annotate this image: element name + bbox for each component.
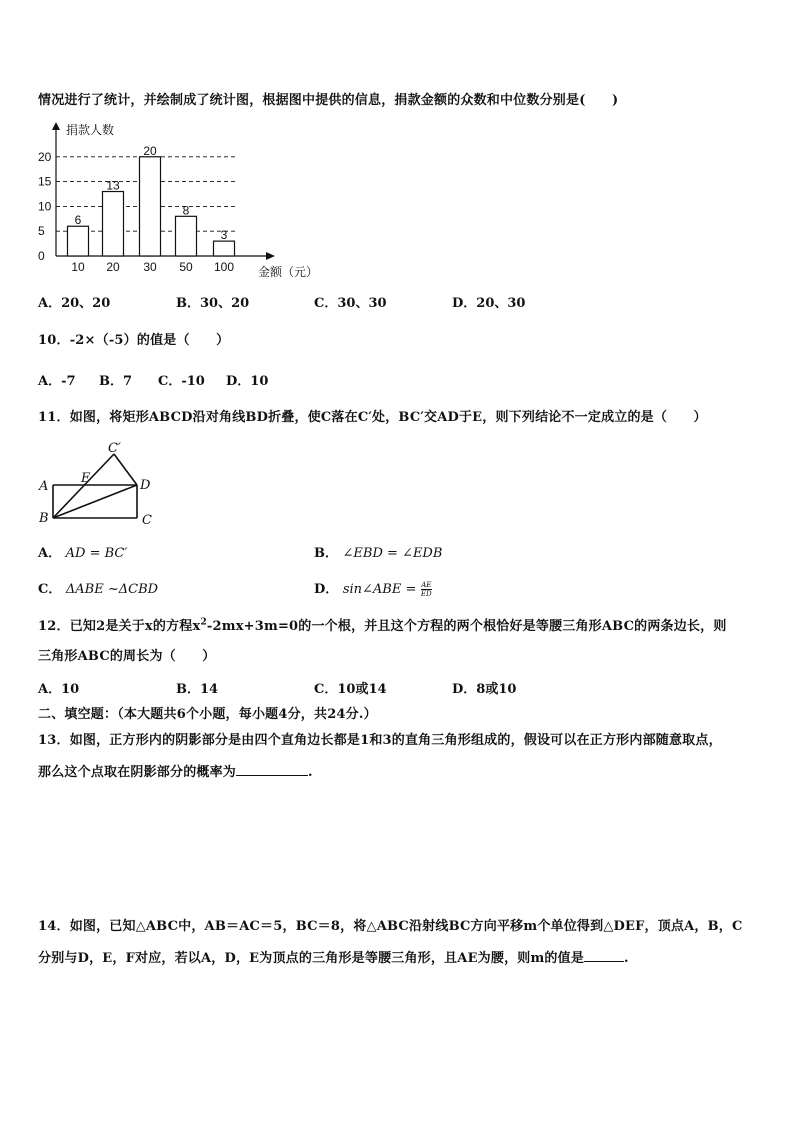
x-tick-label-30: 30 [143,260,157,274]
label-b: B [39,511,49,526]
q9-option-d[interactable]: D．20、30 [452,296,526,311]
q14-stem-line1: 14．如图，已知△ABC中，AB＝AC＝5，BC＝8，将△ABC沿射线BC方向平移m个单位得到△DEF，顶点A，B，C [38,919,743,934]
q10-option-b[interactable]: B．7 [99,374,133,389]
x-axis-label: 金额（元） [258,265,319,279]
q11-option-d[interactable]: D． sin∠ABE = $\frac{AE}{ED}$ [314,581,432,598]
q12-option-a[interactable]: A．10 [38,682,80,697]
bar-100 [214,241,235,256]
q11-stem: 11．如图，将矩形ABCD沿对角线BD折叠，使C落在C′处，BC′交AD于E，则下列结论不一定成立的是（ ） [38,410,707,425]
bar-chart [36,118,336,280]
q14-stem-line2: 分别与D，E，F对应，若以A，D，E为顶点的三角形是等腰三角形，且AE为腰，则m的值是 . [38,951,629,966]
x-tick-label-50: 50 [179,260,193,274]
x-tick-label-10: 10 [71,260,85,274]
q10-option-c[interactable]: C．-10 [158,374,205,389]
section-heading: 二、填空题：（本大题共6个小题，每小题4分，共24分.） [38,707,377,722]
q10-option-a[interactable]: A．-7 [38,374,76,389]
label-c-prime: C′ [108,442,121,456]
q10-option-d[interactable]: D．10 [226,374,269,389]
y-tick-label-10: 10 [38,199,52,214]
q11-option-c[interactable]: C． ΔABE ~ΔCBD [38,582,159,597]
q14-answer-blank[interactable] [584,949,624,962]
q11-option-a[interactable]: A． AD = BC′ [38,546,128,561]
label-d: D [140,478,151,493]
bar-value-label-50: 8 [182,203,190,218]
diagonal-bd [53,485,137,518]
q9-option-a[interactable]: A．20、20 [38,296,111,311]
q9-option-c[interactable]: C．30、30 [314,296,387,311]
y-tick-label-15: 15 [38,174,52,189]
label-e: E [81,471,91,486]
q12-option-d[interactable]: D．8或10 [452,682,517,697]
q12-option-b[interactable]: B．14 [176,682,219,697]
x-tick-label-20: 20 [106,260,120,274]
bar-value-label-10: 6 [74,213,82,228]
bar-value-label-100: 3 [220,228,228,243]
y-tick-label-5: 5 [38,224,45,239]
label-c: C [142,513,152,528]
bar-20 [103,192,124,256]
bar-10 [68,226,89,256]
q10-stem: 10．-2×（-5）的值是（ ） [38,333,230,348]
rectangle-fold-figure [36,442,176,532]
q13-stem-line1: 13．如图，正方形内的阴影部分是由四个直角边长都是1和3的直角三角形组成的，假设可以在正方形内部随意取点， [38,733,722,748]
bar-30 [140,157,161,256]
q12-stem-line1: 12．已知2是关于x的方程$x^2-2mx+3m=0$的一个根，并且这个方程的两个根恰好是等腰三角形ABC的两条边长，则 [38,617,727,634]
bar-50 [176,216,197,256]
fraction-ae-over-ed: $\frac{AE}{ED}$ [420,581,432,598]
segment-bc-prime [53,454,114,518]
q12-option-c[interactable]: C．10或14 [314,682,387,697]
y-axis-label: 捐款人数 [66,123,115,137]
segment-c-prime-d [114,454,137,485]
q12-stem-line2: 三角形ABC的周长为（ ） [38,649,216,664]
y-tick-label-0: 0 [38,249,45,263]
y-axis-arrow [52,122,60,130]
bar-value-label-30: 20 [143,143,157,158]
x-axis-arrow [266,252,275,260]
label-a: A [39,479,49,494]
x-tick-label-100: 100 [213,260,235,274]
bar-value-label-20: 13 [106,178,120,193]
y-tick-label-20: 20 [38,149,52,164]
q13-answer-blank[interactable] [236,763,308,776]
q9-stem: 情况进行了统计，并绘制成了统计图，根据图中提供的信息，捐款金额的众数和中位数分别是( ) [38,93,619,108]
q11-option-b[interactable]: B． ∠EBD = ∠EDB [314,546,443,561]
q13-stem-line2: 那么这个点取在阴影部分的概率为 . [38,765,313,780]
q9-option-b[interactable]: B．30、20 [176,296,250,311]
